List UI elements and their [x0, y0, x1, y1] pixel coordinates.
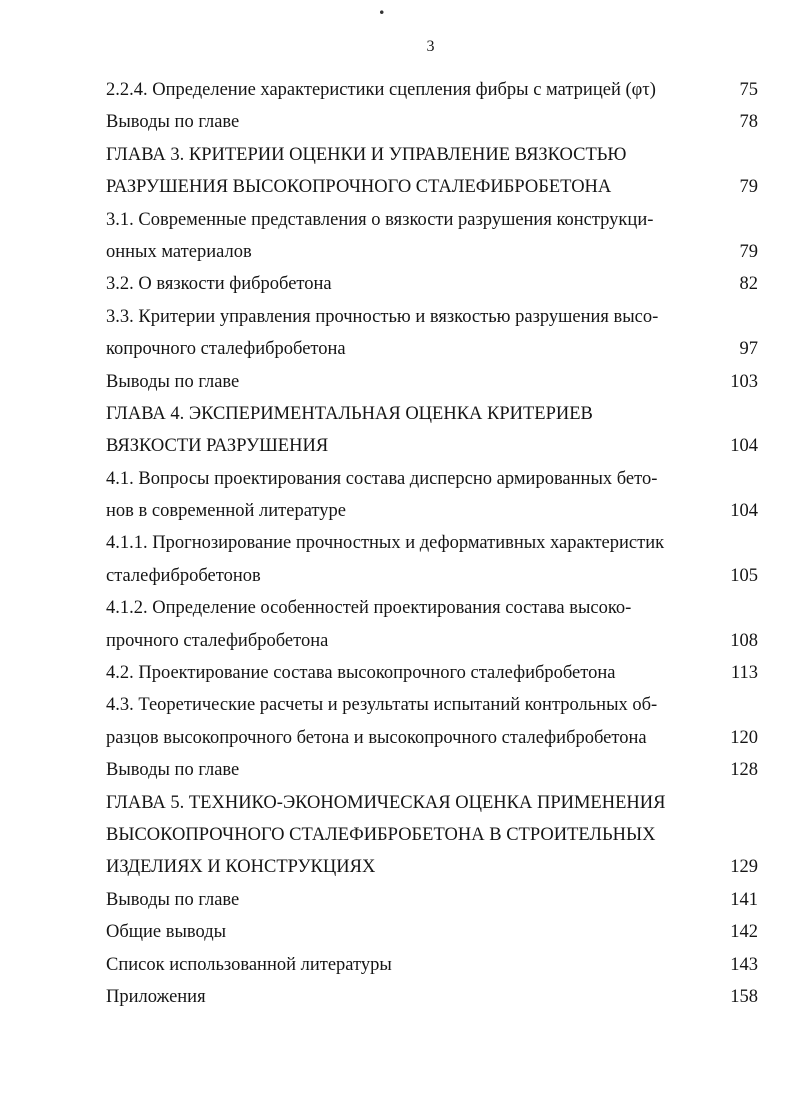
toc-page-number: 113 — [730, 663, 758, 684]
toc-line — [106, 981, 758, 1013]
toc-page-number: 143 — [730, 954, 758, 975]
toc-entry-text: нов в современной литературе — [106, 501, 346, 522]
stray-dot-mark: . — [379, 0, 385, 19]
toc-line — [106, 754, 758, 786]
toc-entry-text: Приложения — [106, 986, 206, 1007]
toc-entry-text: 2.2.4. Определение характеристики сцепления фибры с матрицей (φτ) — [106, 80, 656, 100]
toc-entry-text: Выводы по главе — [106, 889, 240, 910]
toc-page-number: 129 — [730, 857, 758, 878]
toc-entry-text: Выводы по главе — [106, 112, 240, 133]
toc-line — [106, 236, 758, 268]
toc-page-number: 158 — [730, 986, 758, 1007]
toc-line — [106, 398, 758, 430]
toc-page-number: 97 — [739, 339, 758, 360]
toc-line — [106, 689, 758, 721]
toc-entry-text: 4.1.1. Прогнозирование прочностных и деформативных характеристик — [106, 533, 665, 554]
toc-line — [106, 884, 758, 916]
toc-line — [106, 204, 758, 236]
toc-line — [106, 949, 758, 981]
toc-page-number: 79 — [739, 241, 758, 262]
toc-line — [106, 625, 758, 657]
toc-page-number: 79 — [739, 177, 758, 198]
toc-entry-text: Список использованной литературы — [106, 954, 392, 975]
toc-page-number: 120 — [730, 727, 758, 748]
toc-entry-text: сталефибробетонов — [106, 565, 261, 586]
table-of-contents — [106, 74, 758, 1013]
toc-entry-text: Выводы по главе — [106, 760, 240, 781]
toc-entry-text: ВЫСОКОПРОЧНОГО СТАЛЕФИБРОБЕТОНА В СТРОИТЕЛЬНЫХ — [106, 824, 656, 845]
toc-page-number: 104 — [730, 501, 758, 522]
toc-page-number: 128 — [730, 760, 758, 781]
toc-entry-text: ИЗДЕЛИЯХ И КОНСТРУКЦИЯХ — [106, 857, 376, 878]
toc-entry-text: онных материалов — [106, 241, 252, 262]
toc-page-number: 105 — [730, 565, 758, 586]
toc-entry-text: 3.2. О вязкости фибробетона — [106, 274, 332, 295]
toc-line — [106, 139, 758, 171]
toc-line — [106, 333, 758, 365]
toc-line — [106, 527, 758, 559]
toc-entry-text: 4.3. Теоретические расчеты и результаты испытаний контрольных об- — [106, 695, 658, 716]
toc-entry-text: ГЛАВА 3. КРИТЕРИИ ОЦЕНКИ И УПРАВЛЕНИЕ ВЯЗКОСТЬЮ — [106, 144, 627, 165]
toc-page-number: 103 — [730, 371, 758, 392]
toc-line — [106, 495, 758, 527]
toc-entry-text: 3.3. Критерии управления прочностью и вязкостью разрушения высо- — [106, 306, 659, 327]
toc-line — [106, 560, 758, 592]
toc-line — [106, 463, 758, 495]
toc-page-number: 141 — [730, 889, 758, 910]
toc-entry-text: копрочного сталефибробетона — [106, 339, 346, 360]
toc-line — [106, 171, 758, 203]
toc-page-number: 104 — [730, 436, 758, 457]
toc-page-number: 75 — [739, 80, 758, 100]
toc-line — [106, 268, 758, 300]
toc-page-number: 82 — [739, 274, 758, 295]
toc-line — [106, 851, 758, 883]
toc-page-number: 142 — [730, 922, 758, 943]
toc-entry-text: 4.1. Вопросы проектирования состава дисперсно армированных бето- — [106, 468, 658, 489]
toc-line — [106, 787, 758, 819]
toc-entry-text: ВЯЗКОСТИ РАЗРУШЕНИЯ — [106, 436, 329, 457]
toc-line — [106, 916, 758, 948]
toc-entry-text: разцов высокопрочного бетона и высокопрочного сталефибробетона — [106, 727, 647, 748]
toc-entry-text: 4.2. Проектирование состава высокопрочного сталефибробетона — [106, 663, 616, 684]
toc-entry-text: прочного сталефибробетона — [106, 630, 329, 651]
toc-line — [106, 722, 758, 754]
toc-entry-text: Общие выводы — [106, 922, 227, 943]
toc-line — [106, 74, 758, 106]
toc-line — [106, 301, 758, 333]
page-number: 3 — [426, 38, 436, 55]
toc-entry-text: Выводы по главе — [106, 371, 240, 392]
toc-line — [106, 819, 758, 851]
toc-entry-text: ГЛАВА 5. ТЕХНИКО-ЭКОНОМИЧЕСКАЯ ОЦЕНКА ПРИМЕНЕНИЯ — [106, 792, 666, 813]
toc-page-number: 78 — [739, 112, 758, 133]
toc-entry-text: РАЗРУШЕНИЯ ВЫСОКОПРОЧНОГО СТАЛЕФИБРОБЕТОНА — [106, 177, 612, 198]
toc-line — [106, 657, 758, 689]
toc-entry-text: 4.1.2. Определение особенностей проектирования состава высоко- — [106, 598, 632, 619]
toc-entry-text: 3.1. Современные представления о вязкости разрушения конструкци- — [106, 209, 654, 230]
toc-page-number: 108 — [730, 630, 758, 651]
toc-line — [106, 430, 758, 462]
toc-line — [106, 366, 758, 398]
toc-line — [106, 106, 758, 138]
toc-line — [106, 592, 758, 624]
toc-entry-text: ГЛАВА 4. ЭКСПЕРИМЕНТАЛЬНАЯ ОЦЕНКА КРИТЕРИЕВ — [106, 403, 593, 424]
